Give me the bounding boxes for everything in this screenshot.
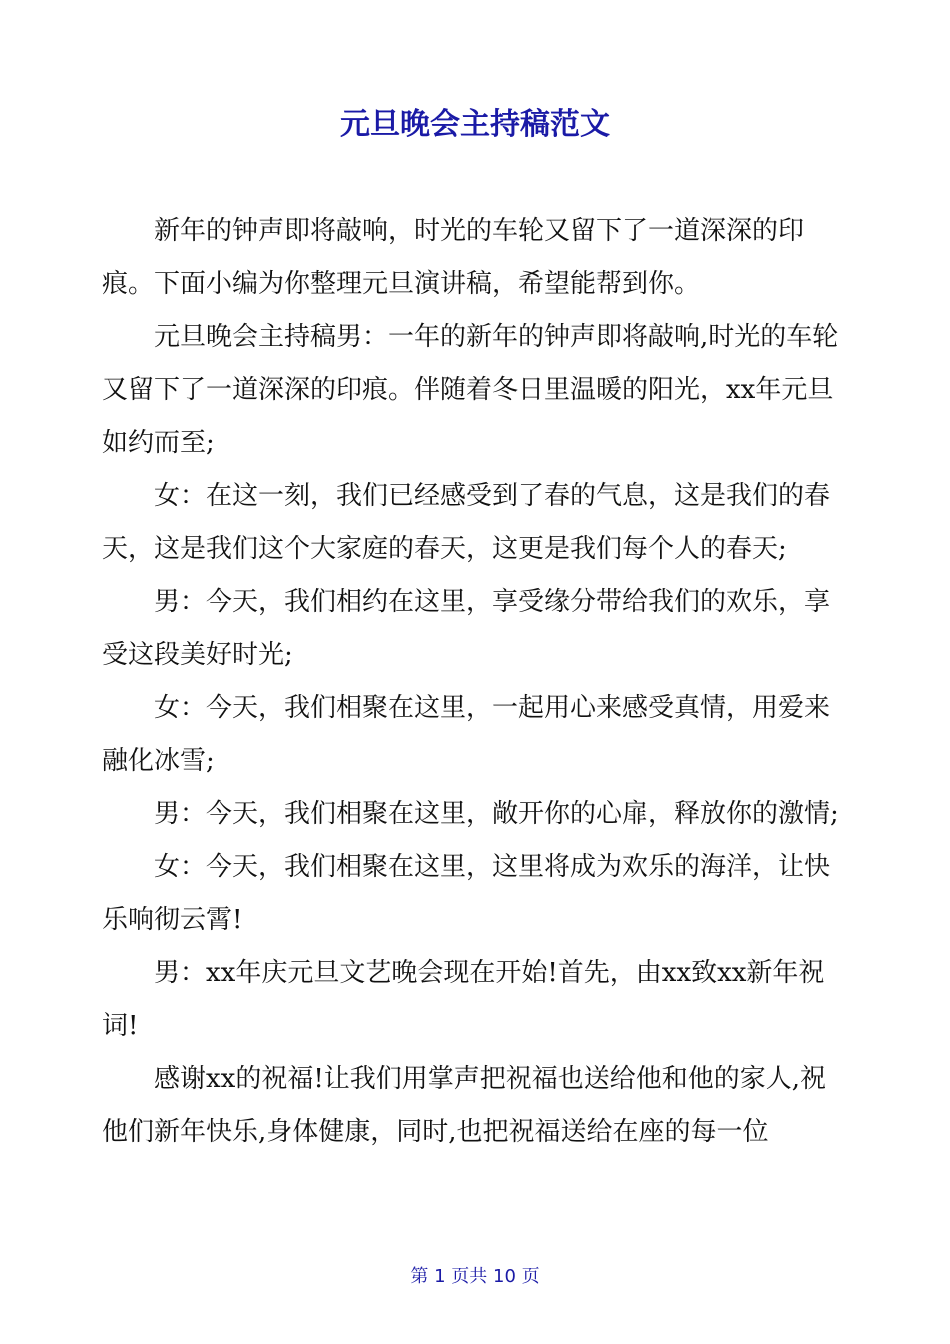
paragraph-male-start: 男：xx年庆元旦文艺晚会现在开始!首先，由xx致xx新年祝词! xyxy=(102,958,825,1041)
paragraph-male-open-heart: 男：今天，我们相聚在这里，敞开你的心扉，释放你的激情; xyxy=(154,799,839,829)
document-title: 元旦晚会主持稿范文 xyxy=(340,107,610,142)
paragraph-female-gather: 女：今天，我们相聚在这里，一起用心来感受真情，用爱来融化冰雪; xyxy=(102,693,831,776)
paragraph-female-joy: 女：今天，我们相聚在这里，这里将成为欢乐的海洋，让快乐响彻云霄! xyxy=(102,852,831,935)
paragraph-thanks: 感谢xx的祝福!让我们用掌声把祝福也送给他和他的家人,祝他们新年快乐,身体健康，同时,也把祝福送给在座的每一位 xyxy=(102,1064,827,1147)
paragraph-female-spring: 女：在这一刻，我们已经感受到了春的气息，这是我们的春天，这是我们这个大家庭的春天，这更是我们每个人的春天; xyxy=(102,481,831,564)
document-body xyxy=(102,205,848,1159)
paragraph-host-male-opening: 元旦晚会主持稿男：一年的新年的钟声即将敲响,时光的车轮又留下了一道深深的印痕。伴随着冬日里温暖的阳光，xx年元旦如约而至; xyxy=(102,322,839,458)
page-number-footer: 第 1 页共 10 页 xyxy=(410,1266,540,1287)
paragraph-male-meet: 男：今天，我们相约在这里，享受缘分带给我们的欢乐，享受这段美好时光; xyxy=(102,587,831,670)
paragraph-intro: 新年的钟声即将敲响，时光的车轮又留下了一道深深的印痕。下面小编为你整理元旦演讲稿，希望能帮到你。 xyxy=(102,216,805,299)
